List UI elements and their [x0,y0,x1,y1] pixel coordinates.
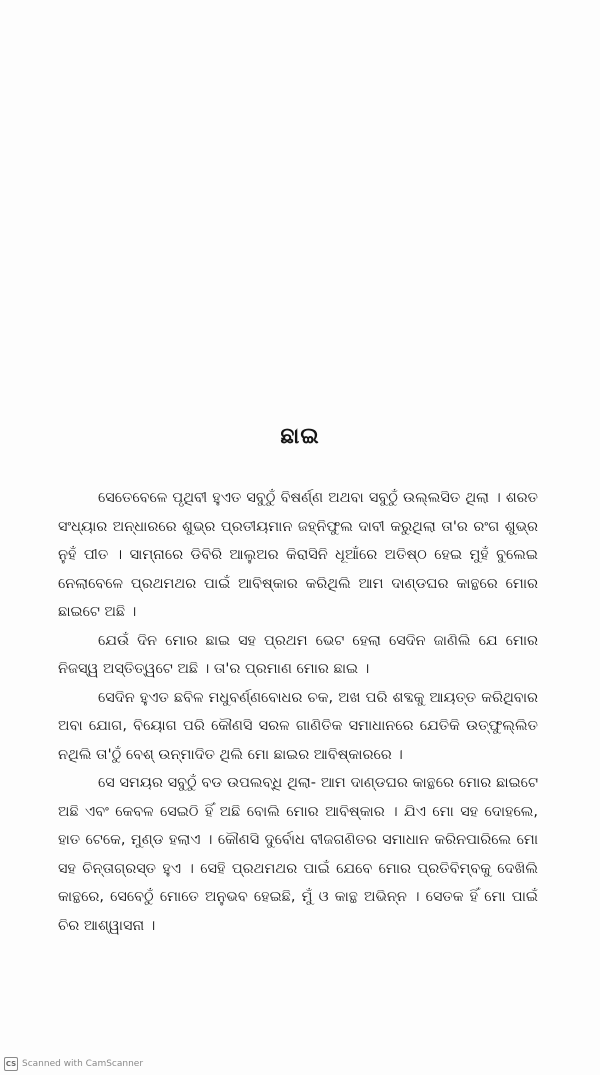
scanner-watermark [4,1057,143,1071]
paragraph-3: ସେଦିନ ହୁଏତ ଛବିଳ ମଧୁବର୍ଣ୍ଣବୋଧର ଚକ, ଅଖ ପରି ଶବ୍ଦକୁ ଆୟତ୍ତ କରିଥିବାର ଅବା ଯୋଗ, ବିୟୋଗ ପରି କୌଣସି ସରଳ ଗାଣିତିକ ସମାଧାନରେ ଯେତିକି ଉତ୍ଫୁଲ୍ଲିତ ନଥିଲି ତା'ଠୁଁ ବେଶ୍ ଉନ୍ମାଦିତ ଥିଲି ମୋ ଛାଇର ଆବିଷ୍କାରରେ । [58,689,538,763]
camscanner-logo-icon: CS [4,1057,18,1071]
paragraph-2: ଯେଉଁ ଦିନ ମୋର ଛାଇ ସହ ପ୍ରଥମ ଭେଟ ହେଲା ସେଦିନ ଜାଣିଲି ଯେ ମୋର ନିଜସ୍ୱ ଅସ୍ତିତ୍ୱଟେ ଅଛି । ତା'ର ପ୍ରମାଣ ମୋର ଛାଇ । [58,632,538,677]
body-text [58,484,538,940]
paragraph-4: ସେ ସମୟର ସବୁଠୁଁ ବଡ ଉପଲବ୍ଧି ଥିଲା- ଆମ ଦାଣ୍ଡଘର କାନ୍ଥରେ ମୋର ଛାଇଟେ ଅଛି ଏବଂ କେବଳ ସେଇଠି ହିଁ ଅଛି ବୋଲି ମୋର ଆବିଷ୍କାର । ଯିଏ ମୋ ସହ ଦୋହଲେ, ହାତ ଟେକେ, ମୁଣ୍ଡ ହଲାଏ । କୌଣସି ଦୁର୍ବୋଧ ବୀଜଗଣିତର ସମାଧାନ କରିନପାରିଲେ ମୋ ସହ ଚିନ୍ତାଗ୍ରସ୍ତ ହୁଏ । ସେହି ପ୍ରଥମଥର ପାଇଁ ଯେବେ ମୋର ପ୍ରତିବିମ୍ବକୁ ଦେଖିଲି କାନ୍ଥରେ, ସେବେଠୁଁ ମୋତେ ଅନୁଭବ ହେଇଛି, ମୁଁ ଓ କାନ୍ଥ ଅଭିନ୍ନ । ସେତକ ହିଁ ମୋ ପାଇଁ ଚିର ଆଶ୍ୱାସନା । [58,775,538,934]
chapter-title: ଛାଇ [280,424,320,449]
paragraph-1: ସେତେବେଳେ ପୃଥିବୀ ହୁଏତ ସବୁଠୁଁ ବିଷର୍ଣ୍ଣ ଅଥବା ସବୁଠୁଁ ଉଲ୍ଲସିତ ଥିଲା । ଶରତ ସଂଧ୍ୟାର ଅନ୍ଧାରରେ ଶୁଭ୍ର ପ୍ରତୀୟମାନ ଜହ୍ନିଫୁଲ ଦାବୀ କରୁଥିଲା ତା'ର ରଂଗ ଶୁଭ୍ର ନୁହଁ ପୀତ । ସାମ୍ନାରେ ଡିବିରି ଆଲୁଅର କିରାସିନି ଧୂଆଁରେ ଅତିଷ୍ଠ ହେଇ ମୁହଁ ବୁଲେଇ ନେଲାବେଳେ ପ୍ରଥମଥର ପାଇଁ ଆବିଷ୍କାର କରିଥିଲି ଆମ ଦାଣ୍ଡଘର କାନ୍ଥରେ ମୋର ଛାଇଟେ ଅଛି । [58,490,538,620]
watermark-text: Scanned with CamScanner [22,1059,144,1069]
